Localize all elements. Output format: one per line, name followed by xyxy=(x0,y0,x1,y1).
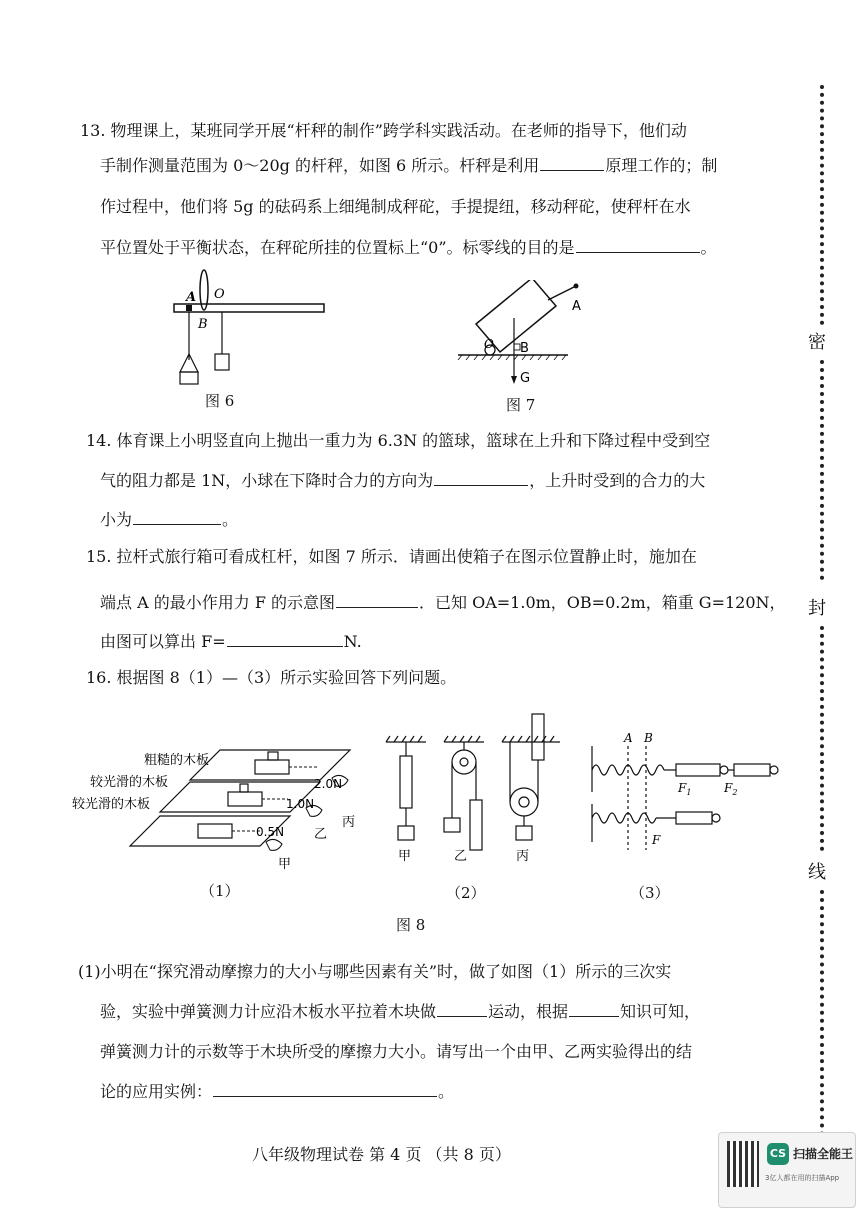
scanner-app-name: 扫描全能王 xyxy=(793,1147,854,1161)
fig8-p2-label-bing: 丙 xyxy=(516,849,530,864)
q15-text: 端点 A 的最小作用力 F 的示意图 xyxy=(100,593,336,612)
fig8-force-1n: 1.0N xyxy=(286,797,315,811)
q14-text: 气的阻力都是 1N，小球在下降时合力的方向为 xyxy=(100,471,434,490)
fig8-board-smooth-1: 较光滑的木板 xyxy=(90,775,169,790)
scanner-tagline: 3亿人都在用的扫描App xyxy=(765,1174,840,1182)
q13-text: 手制作测量范围为 0～20g 的杆秤，如图 6 所示。杆秤是利用 xyxy=(100,156,540,175)
fig8-label-bing: 丙 xyxy=(342,815,356,830)
fig8-p2-label-yi: 乙 xyxy=(454,849,468,864)
fig8-p3-label-a: A xyxy=(624,732,633,745)
answer-blank[interactable] xyxy=(133,510,221,525)
q14-text: 。 xyxy=(222,510,239,529)
fig7-label-g: G xyxy=(520,371,531,386)
camscanner-logo-icon: CS xyxy=(767,1143,789,1165)
figure-8-part-1 xyxy=(70,738,370,878)
figure-8-caption: 图 8 xyxy=(396,916,426,934)
figure-7-caption: 图 7 xyxy=(506,396,536,414)
fig8-p2-label-jia: 甲 xyxy=(398,849,412,864)
fig8-label-jia: 甲 xyxy=(278,857,292,872)
q16-1-text: 运动，根据 xyxy=(488,1002,569,1021)
answer-blank[interactable] xyxy=(437,1002,487,1017)
answer-blank[interactable] xyxy=(227,632,343,647)
answer-blank[interactable] xyxy=(213,1082,437,1097)
fig8-p3-label-b: B xyxy=(644,732,653,745)
fig8-p3-label-f: F xyxy=(652,833,661,847)
qr-code-icon xyxy=(727,1141,759,1187)
q15-text: 由图可以算出 F= xyxy=(100,632,226,651)
answer-blank[interactable] xyxy=(576,238,700,253)
q16-1-line-4 xyxy=(100,1082,454,1102)
seal-char-mi: 密 xyxy=(808,332,826,353)
seal-char-feng: 封 xyxy=(808,598,826,619)
q14-line-2 xyxy=(100,471,705,491)
figure-6-caption: 图 6 xyxy=(205,392,235,410)
binding-dotted-line xyxy=(820,890,824,1160)
q15-line-1: 15. 拉杆式旅行箱可看成杠杆，如图 7 所示．请画出使箱子在图示位置静止时，施加在 xyxy=(86,547,697,566)
q14-text: 小为 xyxy=(100,510,133,529)
figure-8-sub-2: （2） xyxy=(446,884,486,902)
q13-line-4 xyxy=(100,238,717,258)
fig8-p3-label-f1: $F_1$ xyxy=(678,781,692,797)
q13-text: 平位置处于平衡状态，在秤砣所挂的位置标上“0”。标零线的目的是 xyxy=(100,238,575,257)
q16-1-text: 知识可知， xyxy=(620,1002,701,1021)
figure-8-part-3 xyxy=(584,732,784,862)
binding-dotted-line xyxy=(820,360,824,580)
q16-1-text: 验，实验中弹簧测力计应沿木板水平拉着木块做 xyxy=(100,1002,437,1021)
figure-8-sub-1: （1） xyxy=(200,882,240,900)
q13-line-3: 作过程中，他们将 5g 的砝码系上细绳制成秤砣，手提提纽，移动秤砣，使秤杆在水 xyxy=(100,197,691,216)
q13-line-2 xyxy=(100,156,717,176)
q15-text: ．已知 OA=1.0m，OB=0.2m，箱重 G=120N， xyxy=(419,593,786,612)
q14-line-3 xyxy=(100,510,238,530)
figure-8-sub-3: （3） xyxy=(630,884,670,902)
fig8-force-05n: 0.5N xyxy=(256,825,285,839)
q16-1-text: 。 xyxy=(438,1082,455,1101)
fig8-label-yi: 乙 xyxy=(314,827,328,842)
figure-7-suitcase xyxy=(452,280,602,390)
q16-1-text: 论的应用实例： xyxy=(100,1082,213,1101)
fig8-force-2n: 2.0N xyxy=(314,777,343,791)
answer-blank[interactable] xyxy=(336,593,418,608)
q15-line-2 xyxy=(100,593,786,613)
fig6-label-b: B xyxy=(198,317,208,332)
answer-blank[interactable] xyxy=(569,1002,619,1017)
figure-8-part-2 xyxy=(380,708,570,868)
answer-blank[interactable] xyxy=(540,156,604,171)
q16-1-line-1: (1)小明在“探究滑动摩擦力的大小与哪些因素有关”时，做了如图（1）所示的三次实 xyxy=(78,962,672,981)
binding-dotted-line xyxy=(820,85,824,325)
scanner-watermark xyxy=(718,1132,856,1208)
binding-dotted-line xyxy=(820,626,824,851)
fig8-board-smooth-2: 较光滑的木板 xyxy=(72,797,151,812)
fig7-label-a: A xyxy=(572,299,581,314)
fig7-label-b: B xyxy=(520,341,529,356)
figure-6-steelyard xyxy=(160,268,340,398)
q15-text: N. xyxy=(343,632,362,651)
q13-line-1: 13. 物理课上，某班同学开展“杆秤的制作”跨学科实践活动。在老师的指导下，他们动 xyxy=(80,121,687,140)
q16-1-line-3: 弹簧测力计的示数等于木块所受的摩擦力大小。请写出一个由甲、乙两实验得出的结 xyxy=(100,1042,693,1061)
q16-1-line-2 xyxy=(100,1002,700,1022)
fig8-p3-label-f2: $F_2$ xyxy=(724,781,738,797)
q13-text: 原理工作的；制 xyxy=(605,156,718,175)
page-footer: 八年级物理试卷 第 4 页 （共 8 页） xyxy=(252,1145,511,1164)
fig8-board-rough: 粗糙的木板 xyxy=(144,753,210,768)
fig6-label-a: A xyxy=(186,290,197,305)
seal-char-xian: 线 xyxy=(808,862,826,883)
q14-text: ，上升时受到的合力的大 xyxy=(529,471,706,490)
q13-text: 。 xyxy=(700,238,717,257)
q15-line-3 xyxy=(100,632,362,652)
fig7-label-o: O xyxy=(484,337,494,351)
answer-blank[interactable] xyxy=(434,471,528,486)
q14-line-1: 14. 体育课上小明竖直向上抛出一重力为 6.3N 的篮球，篮球在上升和下降过程中受到空 xyxy=(86,431,711,450)
q16-line-1: 16. 根据图 8（1）—（3）所示实验回答下列问题。 xyxy=(86,668,457,687)
fig6-label-o: O xyxy=(214,287,225,302)
